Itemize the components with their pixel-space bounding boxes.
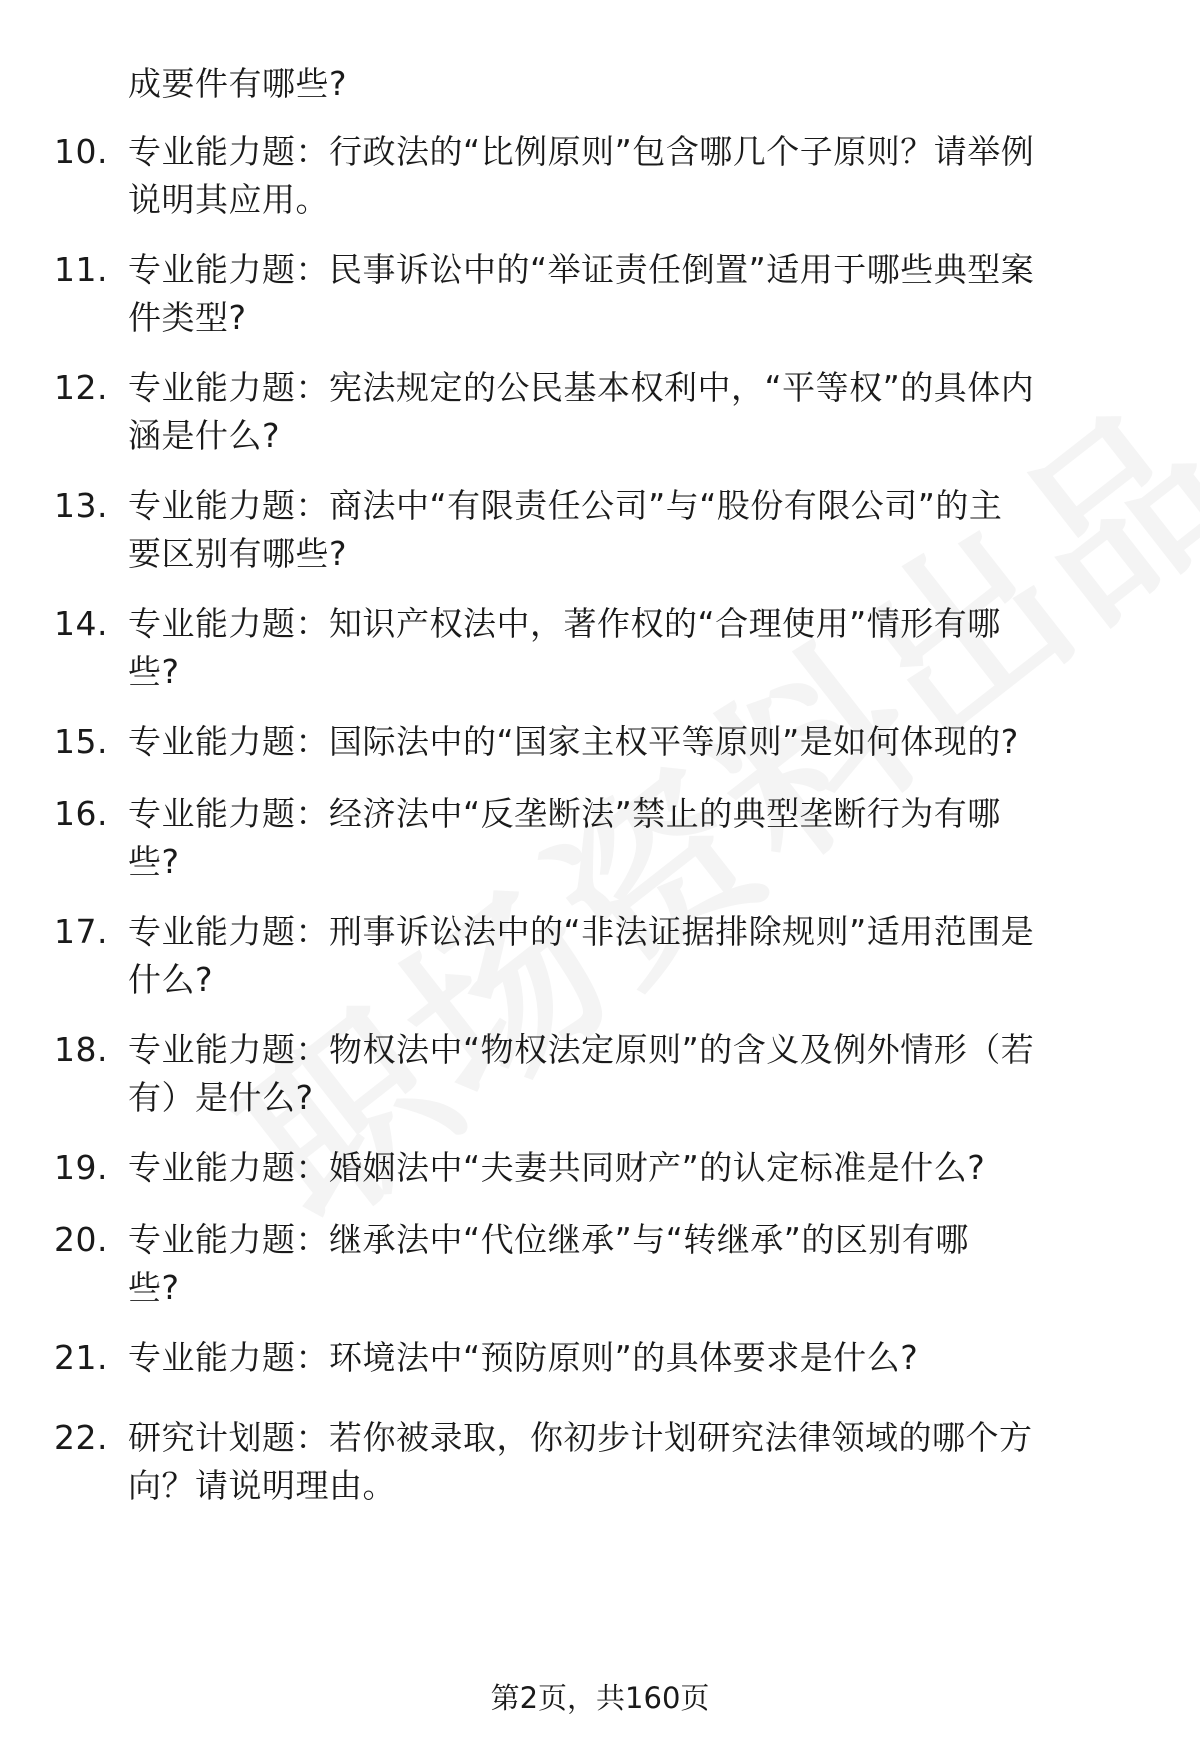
question-line: 专业能力题：宪法规定的公民基本权利中，“平等权”的具体内 — [128, 368, 1035, 407]
question-line: 些? — [128, 1268, 180, 1307]
question-line: 向？请说明理由。 — [128, 1466, 396, 1505]
question-number: 12. — [54, 368, 108, 407]
question-text — [128, 1144, 1148, 1192]
question-line: 专业能力题：继承法中“代位继承”与“转继承”的区别有哪 — [128, 1220, 969, 1259]
question-line: 要区别有哪些? — [128, 534, 348, 573]
question-text — [128, 908, 1148, 1004]
question-number: 14. — [54, 604, 108, 643]
continuation-text: 成要件有哪些? — [128, 64, 348, 103]
question-number: 18. — [54, 1030, 108, 1069]
question-line: 专业能力题：物权法中“物权法定原则”的含义及例外情形（若 — [128, 1030, 1035, 1069]
question-number: 20. — [54, 1220, 108, 1259]
question-text — [128, 1414, 1148, 1510]
question-line: 专业能力题：婚姻法中“夫妻共同财产”的认定标准是什么? — [128, 1148, 986, 1187]
question-text — [128, 482, 1148, 578]
question-line: 什么? — [128, 960, 214, 999]
question-text — [128, 128, 1148, 224]
question-line: 专业能力题：环境法中“预防原则”的具体要求是什么? — [128, 1338, 919, 1377]
question-text — [128, 246, 1148, 342]
question-number: 16. — [54, 794, 108, 833]
question-text — [128, 364, 1148, 460]
question-number: 19. — [54, 1148, 108, 1187]
question-line: 些? — [128, 652, 180, 691]
question-line: 专业能力题：国际法中的“国家主权平等原则”是如何体现的? — [128, 722, 1019, 761]
question-text — [128, 718, 1148, 766]
question-line: 专业能力题：知识产权法中，著作权的“合理使用”情形有哪 — [128, 604, 1001, 643]
question-number: 22. — [54, 1418, 108, 1457]
question-line: 研究计划题：若你被录取，你初步计划研究法律领域的哪个方 — [128, 1418, 1033, 1457]
question-number: 11. — [54, 250, 108, 289]
question-line: 涵是什么? — [128, 416, 281, 455]
question-line: 专业能力题：经济法中“反垄断法”禁止的典型垄断行为有哪 — [128, 794, 1001, 833]
question-number: 10. — [54, 132, 108, 171]
question-number: 13. — [54, 486, 108, 525]
question-number: 21. — [54, 1338, 108, 1377]
question-line: 专业能力题：民事诉讼中的“举证责任倒置”适用于哪些典型案 — [128, 250, 1035, 289]
question-text — [128, 790, 1148, 886]
question-text — [128, 600, 1148, 696]
question-line: 专业能力题：商法中“有限责任公司”与“股份有限公司”的主 — [128, 486, 1003, 525]
question-line: 说明其应用。 — [128, 180, 329, 219]
question-line: 专业能力题：刑事诉讼法中的“非法证据排除规则”适用范围是 — [128, 912, 1035, 951]
question-text — [128, 1334, 1148, 1382]
question-line: 专业能力题：行政法的“比例原则”包含哪几个子原则？请举例 — [128, 132, 1035, 171]
question-line: 有）是什么? — [128, 1078, 314, 1117]
question-text — [128, 1026, 1148, 1122]
question-text — [128, 1216, 1148, 1312]
question-line: 件类型? — [128, 298, 247, 337]
question-number: 17. — [54, 912, 108, 951]
question-line: 些? — [128, 842, 180, 881]
page-footer: 第2页，共160页 — [490, 1681, 710, 1715]
question-number: 15. — [54, 722, 108, 761]
